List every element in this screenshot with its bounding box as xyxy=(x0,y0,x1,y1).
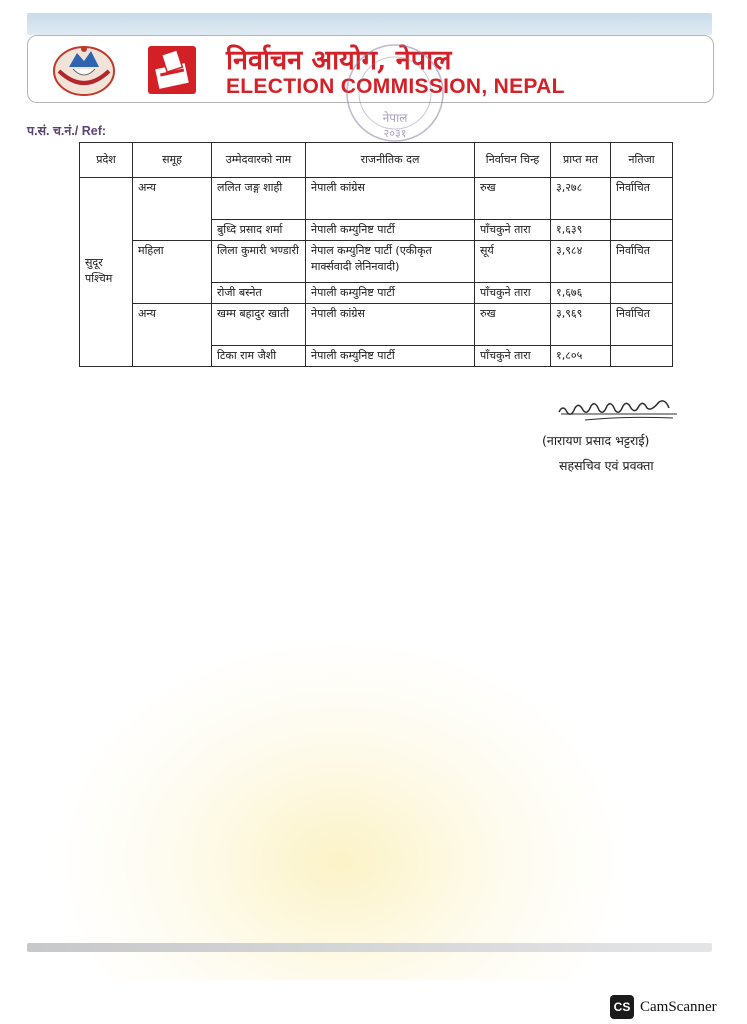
ballot-box-icon xyxy=(148,46,196,94)
results-table xyxy=(79,142,673,367)
candidate-name: खम्म बहादुर खाती xyxy=(212,303,306,345)
nepal-emblem-icon xyxy=(51,41,117,97)
candidate-name: लिला कुमारी भण्डारी xyxy=(212,240,306,282)
group-cell: अन्य xyxy=(133,178,212,241)
election-symbol: सूर्य xyxy=(475,240,551,282)
result-status: निर्वाचित xyxy=(611,178,673,220)
commission-title-nepali: निर्वाचन आयोग, नेपाल xyxy=(226,45,452,76)
stamp-text: नेपाल xyxy=(382,111,408,125)
stamp-year: २०३१ xyxy=(383,127,407,140)
election-symbol: पाँचकुने तारा xyxy=(475,220,551,241)
votes-received: १,८०५ xyxy=(551,345,611,366)
candidate-name: टिका राम जैशी xyxy=(212,345,306,366)
result-status: निर्वाचित xyxy=(611,240,673,282)
header-top-band xyxy=(27,13,712,35)
header-result: नतिजा xyxy=(611,143,673,178)
candidate-name: ललित जङ्ग शाही xyxy=(212,178,306,220)
table-row xyxy=(80,303,673,345)
group-cell: अन्य xyxy=(133,303,212,366)
result-status xyxy=(611,345,673,366)
party-name: नेपाल कम्युनिष्ट पार्टी (एकीकृत मार्क्सवादी लेनिनवादी) xyxy=(306,240,475,282)
commission-title-english: ELECTION COMMISSION, NEPAL xyxy=(226,75,565,98)
signatory-name: (नारायण प्रसाद भट्टराई) xyxy=(542,433,650,448)
party-name: नेपाली कम्युनिष्ट पार्टी xyxy=(306,282,475,303)
party-name: नेपाली कांग्रेस xyxy=(306,303,475,345)
election-symbol: पाँचकुने तारा xyxy=(475,282,551,303)
votes-received: ३,२७८ xyxy=(551,178,611,220)
official-stamp xyxy=(340,38,450,148)
election-symbol: रुख xyxy=(475,178,551,220)
votes-received: ३,९६९ xyxy=(551,303,611,345)
province-name: सुदूर पश्चिम xyxy=(85,255,113,285)
table-header-row xyxy=(80,143,673,178)
camscanner-watermark xyxy=(610,995,717,1019)
signatory-title: सहसचिव एवं प्रवक्ता xyxy=(559,458,654,473)
header-symbol: निर्वाचन चिन्ह xyxy=(475,143,551,178)
table-row xyxy=(80,178,673,220)
group-cell: महिला xyxy=(133,240,212,303)
party-name: नेपाली कांग्रेस xyxy=(306,178,475,220)
party-name: नेपाली कम्युनिष्ट पार्टी xyxy=(306,220,475,241)
candidate-name: रोजी बस्नेत xyxy=(212,282,306,303)
footer-band xyxy=(27,943,712,952)
header-group: समूह xyxy=(133,143,212,178)
candidate-name: बुध्दि प्रसाद शर्मा xyxy=(212,220,306,241)
header-votes: प्राप्त मत xyxy=(551,143,611,178)
election-symbol: रुख xyxy=(475,303,551,345)
votes-received: १,६३९ xyxy=(551,220,611,241)
table-row xyxy=(80,240,673,282)
result-status xyxy=(611,282,673,303)
header-candidate: उम्मेदवारको नाम xyxy=(212,143,306,178)
party-name: नेपाली कम्युनिष्ट पार्टी xyxy=(306,345,475,366)
header-party: राजनीतिक दल xyxy=(306,143,475,178)
camscanner-icon: CS xyxy=(610,995,634,1019)
header-province: प्रदेश xyxy=(80,143,133,178)
votes-received: ३,९८४ xyxy=(551,240,611,282)
election-symbol: पाँचकुने तारा xyxy=(475,345,551,366)
handwritten-signature xyxy=(555,394,680,426)
result-status: निर्वाचित xyxy=(611,303,673,345)
camscanner-label: CamScanner xyxy=(640,998,717,1015)
paper-stain xyxy=(60,640,620,980)
result-status xyxy=(611,220,673,241)
province-cell xyxy=(80,178,133,367)
votes-received: १,६७६ xyxy=(551,282,611,303)
reference-label: प.सं. च.नं./ Ref: xyxy=(27,124,107,138)
